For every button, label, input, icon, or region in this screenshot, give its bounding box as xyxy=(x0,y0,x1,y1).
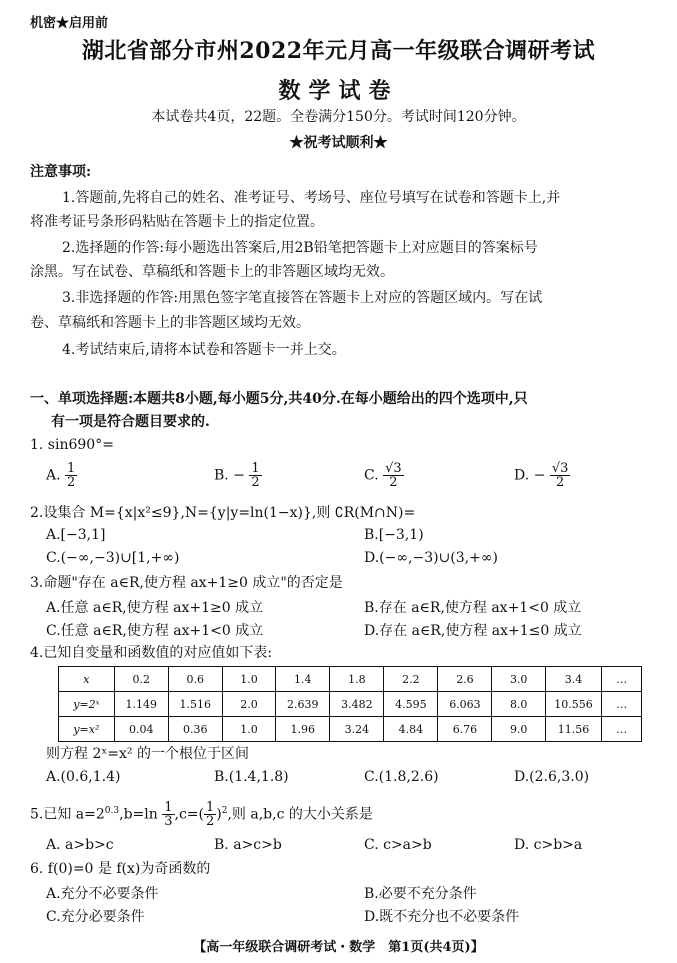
q5-c-den: 2 xyxy=(205,814,215,830)
q4-value-table xyxy=(58,666,642,742)
q3-stem: 3.命题"存在 a∈R,使方程 ax+1≥0 成立"的否定是 xyxy=(30,575,343,591)
table-cell: 9.0 xyxy=(492,717,545,742)
q5-c-exp: 2 xyxy=(221,806,228,816)
table-cell: 10.556 xyxy=(545,692,601,717)
table-cell: 3.482 xyxy=(330,692,384,717)
exam-title: 湖北省部分市州2022年元月高一年级联合调研考试 xyxy=(81,38,596,64)
table-cell: … xyxy=(602,717,642,742)
table-row xyxy=(59,667,642,692)
exam-info: 本试卷共4页，22题。全卷满分150分。考试时间120分钟。 xyxy=(151,109,526,125)
note-2a: 2.选择题的作答:每小题选出答案后,用2B铅笔把答题卡上对应题目的答案标号 xyxy=(62,240,538,256)
table-cell: 6.063 xyxy=(438,692,492,717)
note-2b: 涂黑。写在试卷、草稿纸和答题卡上的非答题区域均无效。 xyxy=(30,264,394,280)
secret-label: 机密★启用前 xyxy=(30,16,109,31)
q1-a-label: A. xyxy=(46,467,61,484)
q1-d-den: 2 xyxy=(555,475,565,490)
q6-option-a: A.充分不必要条件 xyxy=(46,886,159,902)
table-cell: 1.0 xyxy=(222,717,275,742)
q2-option-a: A.[−3,1] xyxy=(46,527,106,543)
q1-c-den: 2 xyxy=(389,475,398,490)
exam-wish: ★祝考试顺利★ xyxy=(289,135,388,151)
q1-a-den: 2 xyxy=(67,475,76,490)
q5-stem xyxy=(30,796,373,830)
table-cell: 0.04 xyxy=(114,717,168,742)
table-cell: 3.24 xyxy=(330,717,384,742)
q5-option-d: D. c>b>a xyxy=(514,837,583,853)
note-1b: 将准考证号条形码粘贴在答题卡上的指定位置。 xyxy=(30,214,324,230)
q1-c-num: √3 xyxy=(385,461,402,476)
table-cell: 1.8 xyxy=(330,667,384,692)
table-cell: 2.6 xyxy=(438,667,492,692)
q1-b-num: 1 xyxy=(251,461,260,476)
table-cell: 1.149 xyxy=(114,692,168,717)
table-row xyxy=(59,692,642,717)
q1-c-label: C. xyxy=(364,467,379,484)
table-row-header: x xyxy=(59,667,115,692)
table-cell: 2.639 xyxy=(276,692,330,717)
note-3a: 3.非选择题的作答:用黑色签字笔直接答在答题卡上对应的答题区域内。写在试 xyxy=(62,290,543,306)
q5-stem-pre: 5.已知 a=2 xyxy=(30,806,105,823)
q1-a-frac xyxy=(65,462,77,489)
q5-stem-c-close: ) xyxy=(216,806,222,823)
table-cell: 1.0 xyxy=(222,667,275,692)
q1-b-frac xyxy=(249,462,261,489)
q1-option-b xyxy=(214,462,262,489)
table-cell: … xyxy=(602,667,642,692)
q5-c-frac xyxy=(204,801,216,828)
q1-d-label: D. − xyxy=(514,467,546,484)
q1-option-a xyxy=(46,462,77,489)
table-cell: 1.96 xyxy=(276,717,330,742)
q4-after: 则方程 2ˣ=x² 的一个根位于区间 xyxy=(46,746,249,762)
table-cell: 3.0 xyxy=(492,667,545,692)
table-row-header: y=2ˣ xyxy=(59,692,115,717)
q5-b-num: 1 xyxy=(164,800,173,816)
table-cell: 0.36 xyxy=(168,717,222,742)
q5-option-c: C. c>a>b xyxy=(364,837,432,853)
table-cell: 1.516 xyxy=(168,692,222,717)
q3-option-b: B.存在 a∈R,使方程 ax+1<0 成立 xyxy=(364,600,582,616)
table-cell: 0.2 xyxy=(114,667,168,692)
q1-option-d xyxy=(514,462,570,489)
table-cell: 4.84 xyxy=(384,717,438,742)
q2-stem: 2.设集合 M={x|x²≤9},N={y|y=ln(1−x)},则 ∁R(M∩N)= xyxy=(30,505,416,521)
q5-b-den: 3 xyxy=(164,814,173,830)
q1-stem: 1. sin690°= xyxy=(30,437,114,453)
table-cell: 6.76 xyxy=(438,717,492,742)
table-cell: 11.56 xyxy=(545,717,601,742)
q5-stem-c: ,c=( xyxy=(174,806,204,823)
q3-option-d: D.存在 a∈R,使方程 ax+1≤0 成立 xyxy=(364,623,582,639)
section-heading-line2: 有一项是符合题目要求的. xyxy=(51,414,210,430)
q3-option-c: C.任意 a∈R,使方程 ax+1<0 成立 xyxy=(46,623,264,639)
table-cell: … xyxy=(602,692,642,717)
note-4: 4.考试结束后,请将本试卷和答题卡一并上交。 xyxy=(62,342,346,358)
q5-b-frac xyxy=(162,801,174,828)
q5-stem-mid: ,b=ln xyxy=(119,806,158,823)
q4-option-b: B.(1.4,1.8) xyxy=(214,769,289,785)
q6-option-c: C.充分必要条件 xyxy=(46,909,145,925)
page-footer: 【高一年级联合调研考试・数学 第1页(共4页)】 xyxy=(193,940,484,955)
q1-a-num: 1 xyxy=(67,461,76,476)
table-cell: 3.4 xyxy=(545,667,601,692)
q3-option-a: A.任意 a∈R,使方程 ax+1≥0 成立 xyxy=(46,600,264,616)
q1-b-label: B. − xyxy=(214,467,245,484)
q1-d-frac xyxy=(550,462,571,489)
q5-option-a: A. a>b>c xyxy=(46,837,114,853)
q2-option-c: C.(−∞,−3)∪[1,+∞) xyxy=(46,550,180,566)
q2-option-b: B.[−3,1) xyxy=(364,527,424,543)
section-heading-line1: 一、单项选择题:本题共8小题,每小题5分,共40分.在每小题给出的四个选项中,只 xyxy=(30,391,528,407)
table-cell: 2.0 xyxy=(222,692,275,717)
table-cell: 0.6 xyxy=(168,667,222,692)
note-1a: 1.答题前,先将自己的姓名、准考证号、考场号、座位号填写在试卷和答题卡上,并 xyxy=(62,190,561,206)
q4-option-c: C.(1.8,2.6) xyxy=(364,769,439,785)
table-row-header: y=x² xyxy=(59,717,115,742)
q1-b-den: 2 xyxy=(251,475,260,490)
q5-stem-post: ,则 a,b,c 的大小关系是 xyxy=(227,806,373,823)
table-cell: 4.595 xyxy=(384,692,438,717)
q1-c-frac xyxy=(383,462,404,489)
q6-stem: 6. f(0)=0 是 f(x)为奇函数的 xyxy=(30,861,211,877)
notes-heading: 注意事项: xyxy=(30,164,92,180)
q6-option-d: D.既不充分也不必要条件 xyxy=(364,909,520,925)
q5-c-num: 1 xyxy=(205,800,215,816)
q5-stem-exp: 0.3 xyxy=(104,806,120,816)
note-3b: 卷、草稿纸和答题卡上的非答题区域均无效。 xyxy=(30,315,310,331)
q4-option-a: A.(0.6,1.4) xyxy=(46,769,121,785)
table-cell: 8.0 xyxy=(492,692,545,717)
q6-option-b: B.必要不充分条件 xyxy=(364,886,477,902)
exam-subject: 数学试卷 xyxy=(278,78,399,104)
q5-option-b: B. a>c>b xyxy=(214,837,282,853)
table-cell: 1.4 xyxy=(276,667,330,692)
table-cell: 2.2 xyxy=(384,667,438,692)
q4-option-d: D.(2.6,3.0) xyxy=(514,769,590,785)
q2-option-d: D.(−∞,−3)∪(3,+∞) xyxy=(364,550,498,566)
q4-stem: 4.已知自变量和函数值的对应值如下表: xyxy=(30,645,273,661)
q1-option-c xyxy=(364,462,404,489)
q1-d-num: √3 xyxy=(551,461,569,476)
table-row xyxy=(59,717,642,742)
